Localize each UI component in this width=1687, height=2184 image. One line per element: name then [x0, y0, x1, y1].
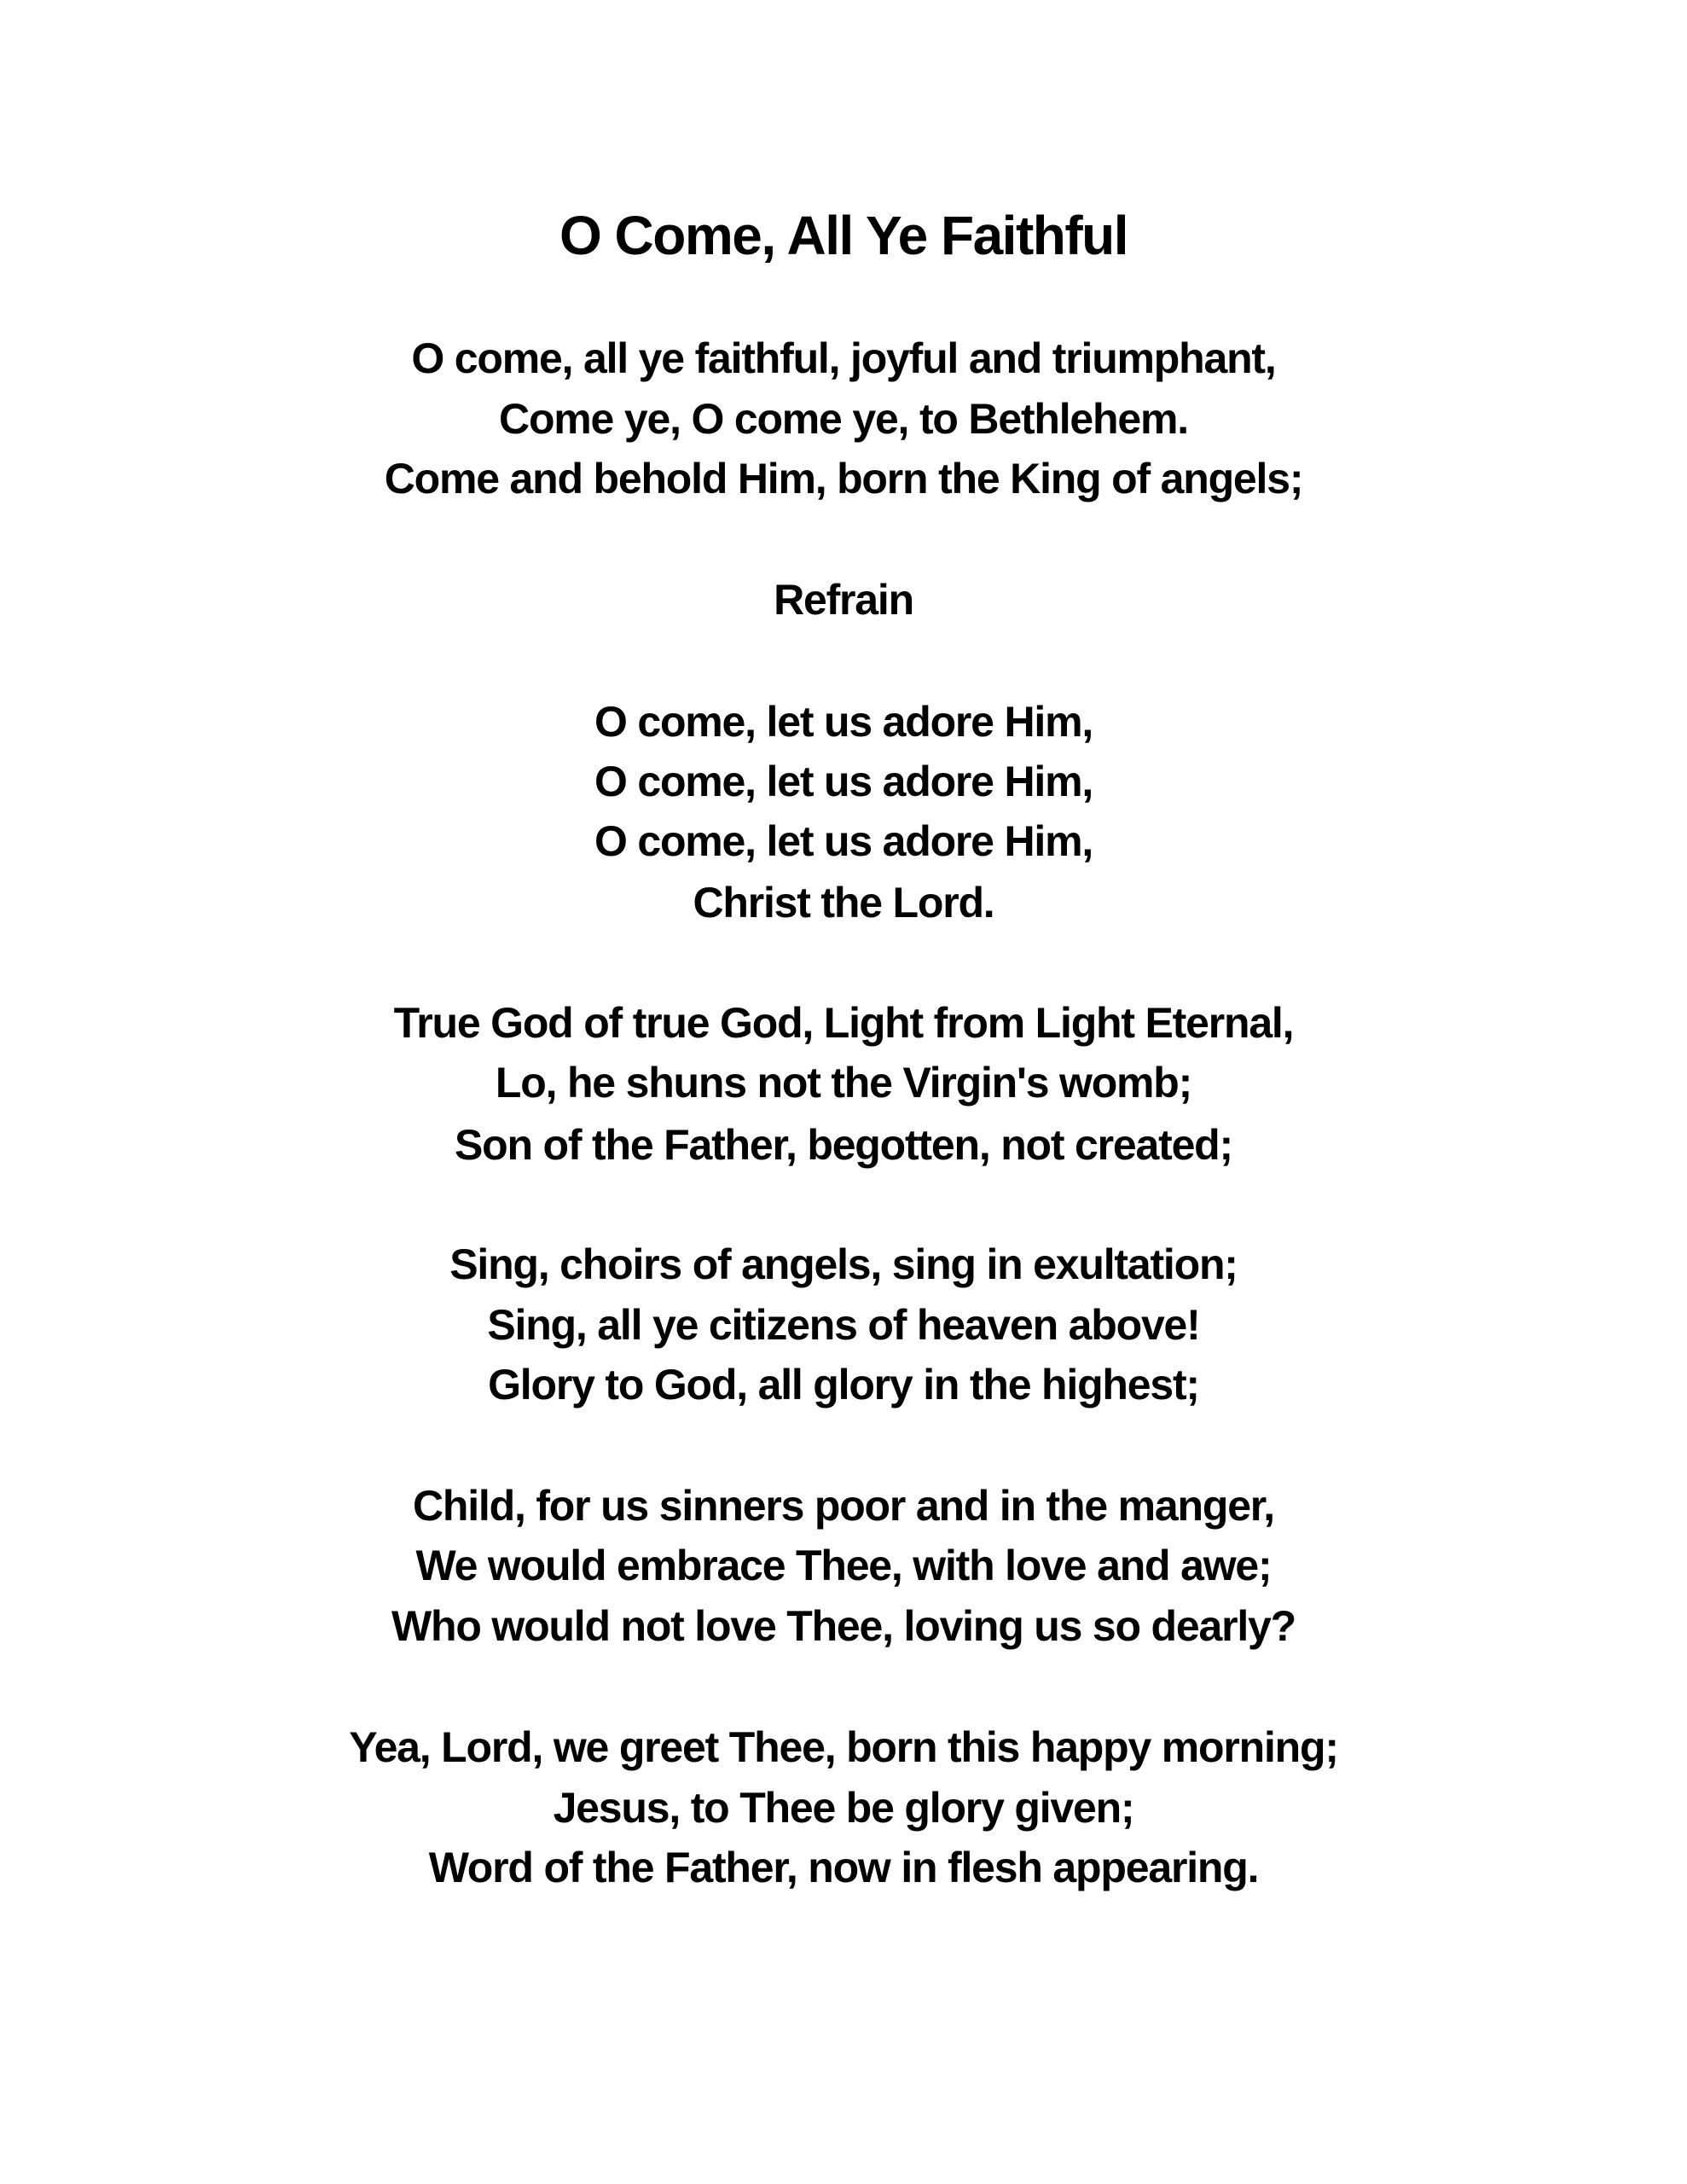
lyric-line: O come, all ye faithful, joyful and triumphant,	[411, 334, 1276, 382]
lyric-line: Come ye, O come ye, to Bethlehem.	[499, 395, 1188, 443]
lyric-line: Glory to God, all glory in the highest;	[488, 1361, 1199, 1409]
lyric-line: Son of the Father, begotten, not created;	[455, 1121, 1232, 1169]
lyric-line: Lo, he shuns not the Virgin's womb;	[495, 1059, 1192, 1107]
lyric-line: Yea, Lord, we greet Thee, born this happy morning;	[349, 1723, 1338, 1771]
lyric-line: Child, for us sinners poor and in the manger,	[412, 1482, 1274, 1530]
lyric-line: Christ the Lord.	[693, 879, 994, 926]
lyric-line: Sing, choirs of angels, sing in exultation;	[449, 1240, 1238, 1288]
lyric-line: Come and behold Him, born the King of angels;	[384, 455, 1303, 502]
lyric-line: We would embrace Thee, with love and awe;	[415, 1542, 1272, 1589]
lyric-line: True God of true God, Light from Light Eternal,	[393, 999, 1294, 1047]
lyric-line: Sing, all ye citizens of heaven above!	[487, 1301, 1200, 1349]
refrain-label: Refrain	[774, 576, 913, 624]
hymn-title: O Come, All Ye Faithful	[559, 205, 1128, 266]
lyric-line: O come, let us adore Him,	[594, 817, 1093, 865]
lyric-line: O come, let us adore Him,	[594, 758, 1093, 805]
lyric-line: Who would not love Thee, loving us so dearly?	[391, 1602, 1296, 1650]
lyric-line: Word of the Father, now in flesh appearing.	[428, 1844, 1259, 1891]
lyric-line: O come, let us adore Him,	[594, 698, 1093, 746]
lyric-line: Jesus, to Thee be glory given;	[553, 1784, 1134, 1832]
